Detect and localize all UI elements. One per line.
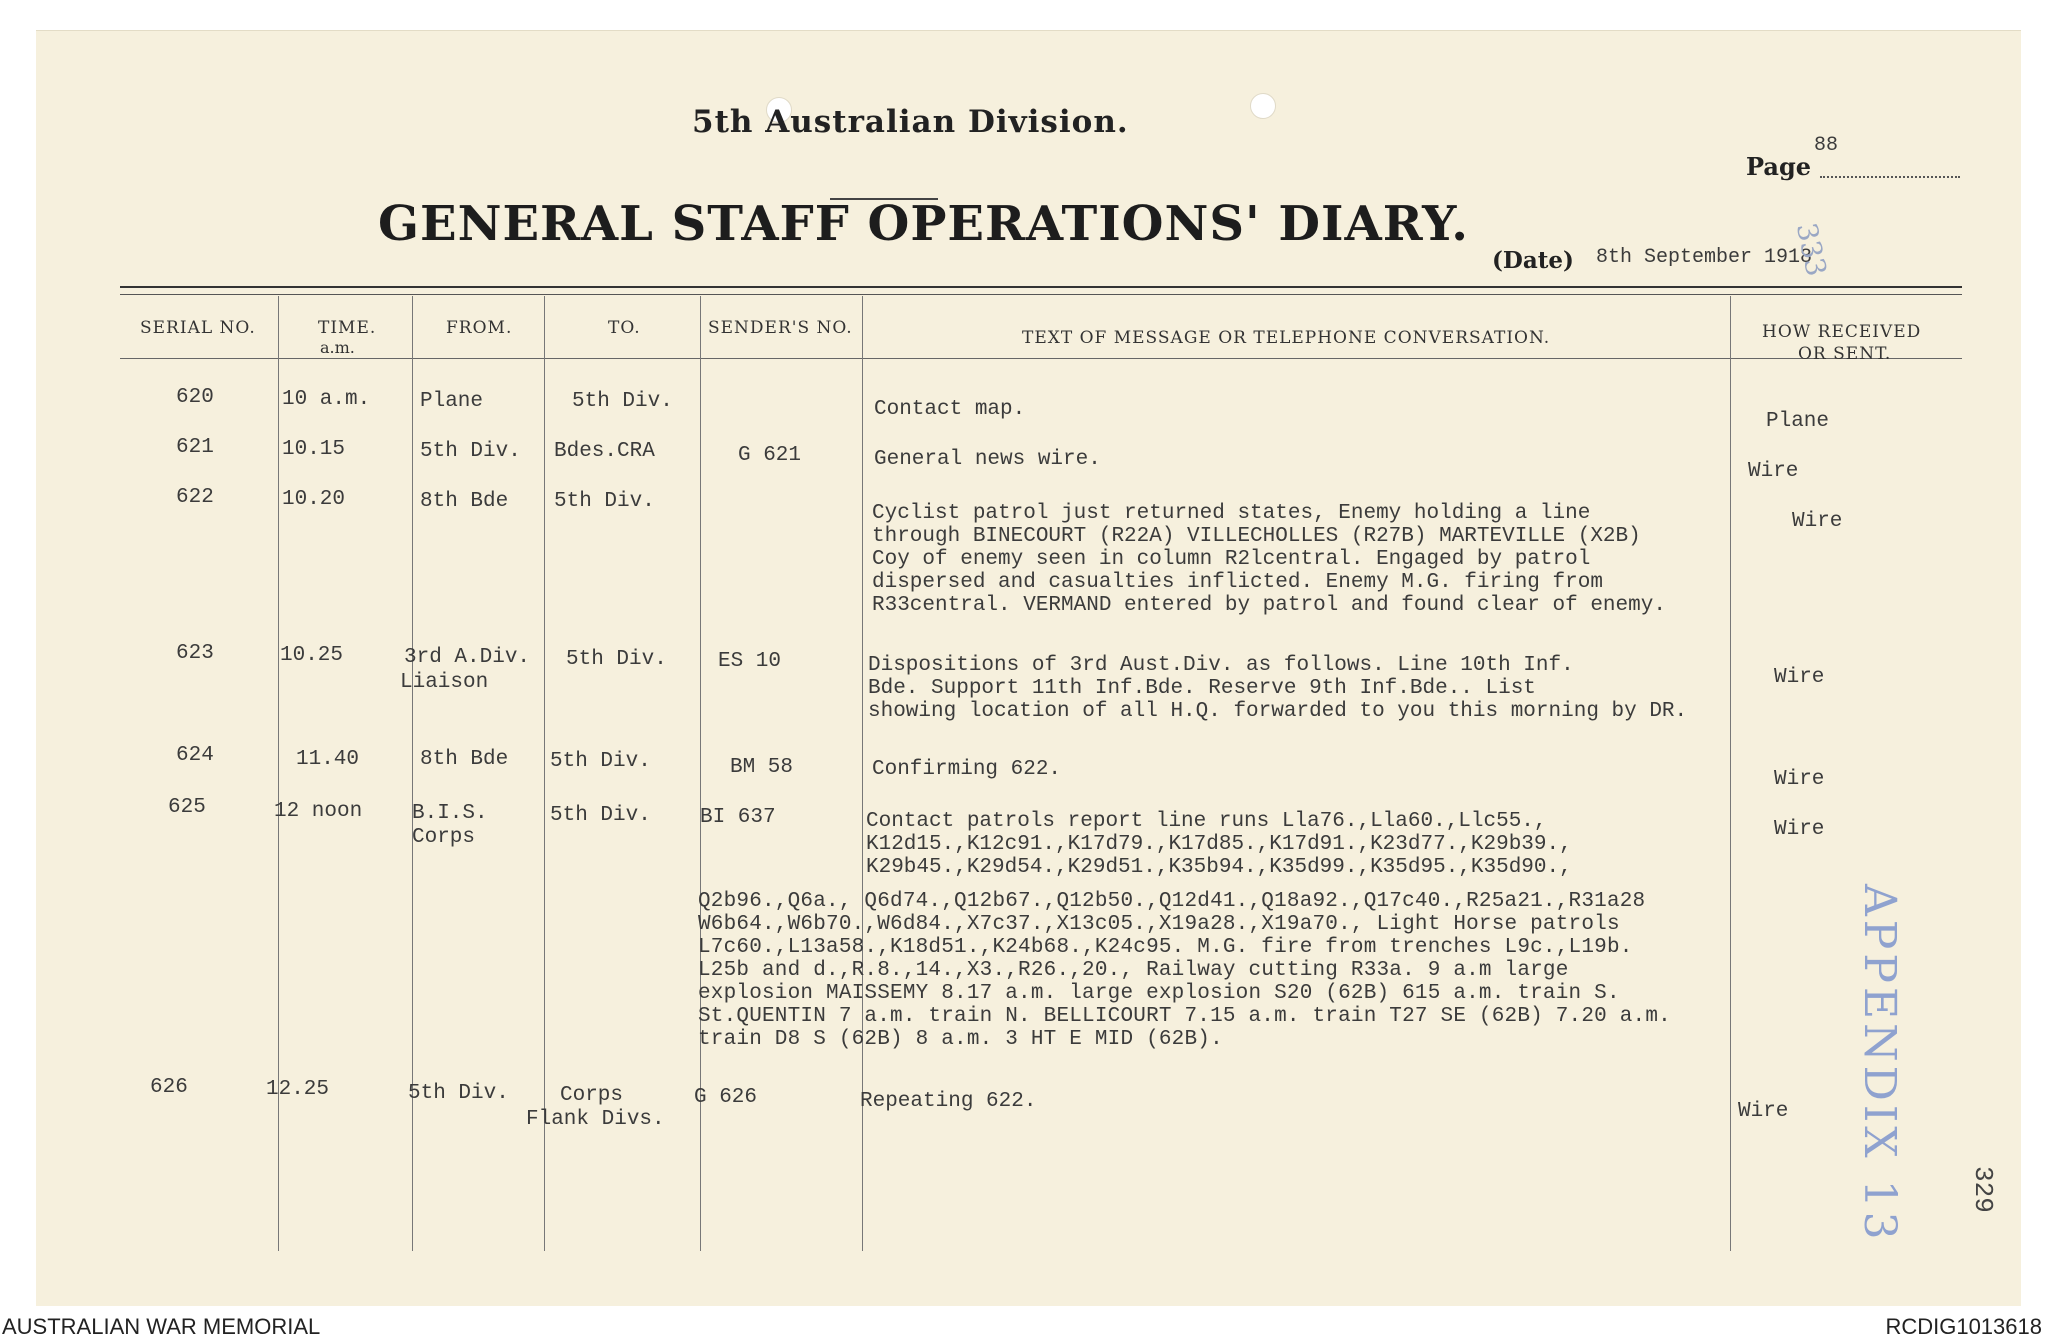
entry-how: Wire bbox=[1774, 818, 1825, 841]
entry-text-line: Contact map. bbox=[874, 398, 1026, 421]
entry-time: 12 noon bbox=[274, 800, 363, 823]
top-rule-thin bbox=[120, 294, 1962, 295]
entry-text-line: St.QUENTIN 7 a.m. train N. BELLICOURT 7.15 a.m. train T27 SE (62B) 7.20 a.m. bbox=[698, 1005, 1671, 1028]
entry-text-line: K12d15.,K12c91.,K17d79.,K17d85.,K17d91.,K23d77.,K29b39., bbox=[866, 833, 1572, 856]
entry-time: 11.40 bbox=[296, 748, 360, 771]
entry-from: 5th Div. bbox=[408, 1082, 509, 1105]
entry-from: 8th Bde bbox=[420, 748, 509, 771]
entry-serial: 621 bbox=[176, 436, 214, 459]
entry-sender: BI 637 bbox=[700, 806, 776, 829]
entry-text-line: through BINECOURT (R22A) VILLECHOLLES (R27B) MARTEVILLE (X2B) bbox=[872, 525, 1641, 548]
col-time: TIME. bbox=[318, 318, 377, 338]
entry-text-line: Q2b96.,Q6a., Q6d74.,Q12b67.,Q12b50.,Q12d41.,Q18a92.,Q17c40.,R25a21.,R31a28 bbox=[698, 890, 1646, 913]
entry-text-line: General news wire. bbox=[874, 448, 1101, 471]
entry-from: B.I.S. bbox=[412, 802, 488, 825]
date-label: (Date) bbox=[1492, 247, 1574, 274]
entry-text-line: Dispositions of 3rd Aust.Div. as follows. Line 10th Inf. bbox=[868, 654, 1574, 677]
entry-text-line: L25b and d.,R.8.,14.,X3.,R26.,20., Railway cutting R33a. 9 a.m large bbox=[698, 959, 1569, 982]
footer-id: RCDIG1013618 bbox=[1885, 1314, 2042, 1339]
entry-from: 5th Div. bbox=[420, 440, 521, 463]
page-stamp: 329 bbox=[1968, 1166, 1998, 1213]
entry-to: 5th Div. bbox=[550, 804, 651, 827]
entry-sender: G 621 bbox=[738, 444, 802, 467]
column-divider bbox=[278, 296, 279, 1251]
entry-to: 5th Div. bbox=[572, 390, 673, 413]
entry-text-line: Contact patrols report line runs Lla76.,Lla60.,Llc55., bbox=[866, 810, 1547, 833]
entry-from: 8th Bde bbox=[420, 490, 509, 513]
entry-text-line: Repeating 622. bbox=[860, 1090, 1037, 1113]
entry-to: Bdes.CRA bbox=[554, 440, 655, 463]
division-name: 5th Australian Division. bbox=[692, 104, 1129, 140]
folio-stamp: 333 bbox=[1789, 220, 1834, 280]
entry-text-line: dispersed and casualties inflicted. Enemy M.G. firing from bbox=[872, 571, 1603, 594]
col-how-1: HOW RECEIVED bbox=[1762, 322, 1922, 342]
entry-sender: G 626 bbox=[694, 1086, 758, 1109]
entry-text-line: Coy of enemy seen in column R2lcentral. Engaged by patrol bbox=[872, 548, 1591, 571]
entry-to: 5th Div. bbox=[554, 490, 655, 513]
col-text: TEXT OF MESSAGE OR TELEPHONE CONVERSATION. bbox=[1022, 328, 1551, 348]
entry-text-line: K29b45.,K29d54.,K29d51.,K35b94.,K35d99.,K35d95.,K35d90., bbox=[866, 856, 1572, 879]
entry-time: 10.25 bbox=[280, 644, 344, 667]
entry-text-line: train D8 S (62B) 8 a.m. 3 HT E MID (62B). bbox=[698, 1028, 1223, 1051]
entry-serial: 620 bbox=[176, 386, 214, 409]
entry-from: Plane bbox=[420, 390, 484, 413]
entry-text-line: W6b64.,W6b70.,W6d84.,X7c37.,X13c05.,X19a28.,X19a70., Light Horse patrols bbox=[698, 913, 1620, 936]
footer-credit: AUSTRALIAN WAR MEMORIAL bbox=[2, 1314, 321, 1339]
entry-serial: 622 bbox=[176, 486, 214, 509]
header-rule bbox=[120, 358, 1962, 359]
col-to: TO. bbox=[608, 318, 641, 338]
entry-text-line: Cyclist patrol just returned states, Enemy holding a line bbox=[872, 502, 1591, 525]
entry-from: 3rd A.Div. bbox=[404, 646, 531, 669]
entry-from-line2: Liaison bbox=[400, 671, 489, 694]
entry-to: Corps bbox=[560, 1084, 624, 1107]
entry-time: 12.25 bbox=[266, 1078, 330, 1101]
appendix-stamp: APPENDIX 13 bbox=[1854, 884, 1905, 1244]
entry-how: Wire bbox=[1792, 510, 1843, 533]
col-how-2: OR SENT. bbox=[1798, 344, 1892, 364]
entry-how: Wire bbox=[1738, 1100, 1789, 1123]
entry-how: Wire bbox=[1774, 768, 1825, 791]
entry-serial: 624 bbox=[176, 744, 214, 767]
punch-hole-right bbox=[1250, 93, 1276, 119]
column-divider bbox=[1730, 296, 1731, 1251]
entry-text-line: R33central. VERMAND entered by patrol and found clear of enemy. bbox=[872, 594, 1666, 617]
entry-text-line: Confirming 622. bbox=[872, 758, 1062, 781]
entry-how: Wire bbox=[1748, 460, 1799, 483]
entry-text-line: showing location of all H.Q. forwarded to you this morning by DR. bbox=[868, 700, 1688, 723]
entry-serial: 623 bbox=[176, 642, 214, 665]
page-number: 88 bbox=[1814, 134, 1839, 157]
entry-serial: 625 bbox=[168, 796, 206, 819]
entry-to: 5th Div. bbox=[550, 750, 651, 773]
entry-text-line: Bde. Support 11th Inf.Bde. Reserve 9th Inf.Bde.. List bbox=[868, 677, 1536, 700]
entry-from-line2: Corps bbox=[412, 826, 476, 849]
entry-time: 10.15 bbox=[282, 438, 346, 461]
entry-how: Wire bbox=[1774, 666, 1825, 689]
entry-to: 5th Div. bbox=[566, 648, 667, 671]
col-serial: SERIAL NO. bbox=[140, 318, 256, 338]
col-time-sub: a.m. bbox=[320, 338, 355, 357]
page-title: GENERAL STAFF OPERATIONS' DIARY. bbox=[378, 196, 1469, 252]
entry-to-line2: Flank Divs. bbox=[526, 1108, 665, 1131]
entry-time: 10.20 bbox=[282, 488, 346, 511]
entry-text-line: L7c60.,L13a58.,K18d51.,K24b68.,K24c95. M.G. fire from trenches L9c.,L19b. bbox=[698, 936, 1633, 959]
date-value: 8th September 1918 bbox=[1596, 246, 1813, 269]
entry-how: Plane bbox=[1766, 410, 1830, 433]
entry-serial: 626 bbox=[150, 1076, 188, 1099]
entry-sender: ES 10 bbox=[718, 650, 782, 673]
page-label: Page bbox=[1746, 152, 1812, 181]
col-from: FROM. bbox=[446, 318, 513, 338]
entry-sender: BM 58 bbox=[730, 756, 794, 779]
top-rule bbox=[120, 286, 1962, 288]
entry-time: 10 a.m. bbox=[282, 388, 371, 411]
column-divider bbox=[412, 296, 413, 1251]
col-sender: SENDER'S NO. bbox=[708, 318, 853, 338]
entry-text-line: explosion MAISSEMY 8.17 a.m. large explosion S20 (62B) 615 a.m. train S. bbox=[698, 982, 1620, 1005]
page-dotted-line bbox=[1820, 176, 1960, 178]
